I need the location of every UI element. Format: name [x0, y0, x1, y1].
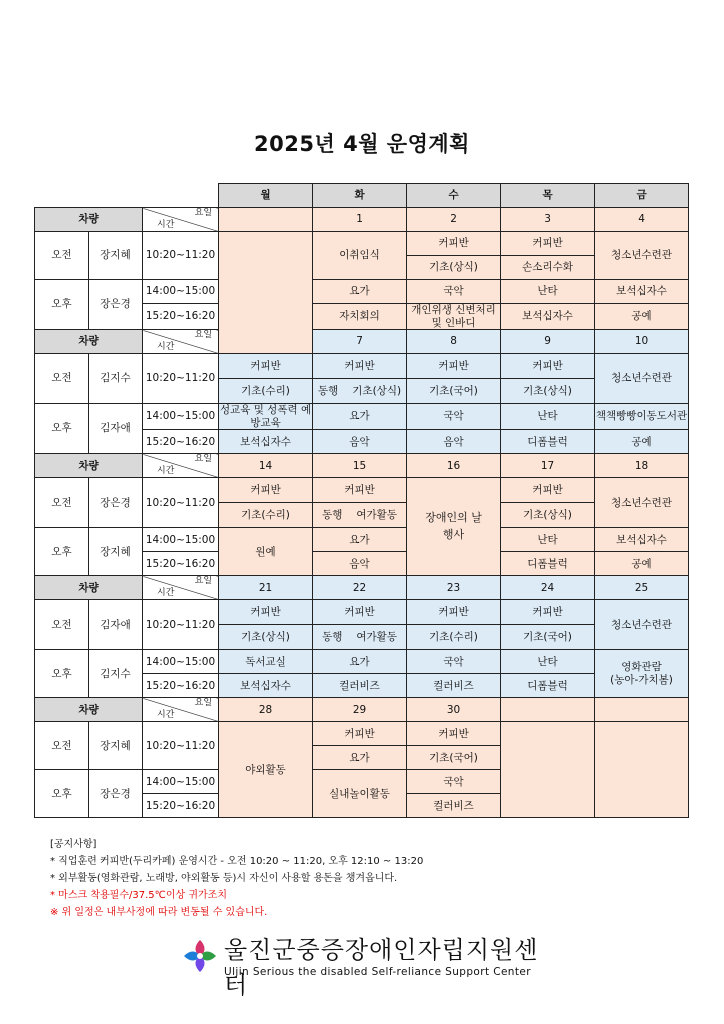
- activity-cell: 손소리수화: [501, 256, 595, 280]
- time-slot: 10:20~11:20: [143, 722, 219, 770]
- activity-cell: 커피반: [407, 232, 501, 256]
- activity-cell: 디폼블럭: [501, 430, 595, 454]
- time-slot: 15:20~16:20: [143, 794, 219, 818]
- activity-cell: 원예: [219, 528, 313, 576]
- vehicle-label: 차량: [35, 330, 143, 354]
- activity-cell: 커피반: [219, 478, 313, 503]
- driver-name: 김자애: [89, 600, 143, 650]
- vehicle-label: 차량: [35, 576, 143, 600]
- driver-name: 김지수: [89, 650, 143, 698]
- activity-cell: 보석십자수: [595, 280, 689, 304]
- activity-cell: 자치회의: [313, 304, 407, 330]
- notice-line-warning: * 마스크 착용필수/37.5℃이상 귀가조치: [50, 890, 227, 901]
- time-slot: 10:20~11:20: [143, 232, 219, 280]
- time-slot: 15:20~16:20: [143, 674, 219, 698]
- vehicle-label: 차량: [35, 208, 143, 232]
- activity-cell: 커피반: [407, 600, 501, 625]
- org-logo: [180, 928, 540, 999]
- activity-cell: 커피반: [407, 722, 501, 746]
- date-cell: 21: [219, 576, 313, 600]
- date-cell: 16: [407, 454, 501, 478]
- period-pm: 오후: [35, 650, 89, 698]
- driver-name: 장은경: [89, 478, 143, 528]
- activity-cell: 음악: [313, 552, 407, 576]
- activity-cell: 동행 기초(상식): [313, 379, 407, 404]
- activity-cell: 커피반: [219, 600, 313, 625]
- activity-cell: 난타: [501, 650, 595, 674]
- weekday-time-header: 요일 시간: [143, 576, 219, 600]
- driver-name: 김자애: [89, 404, 143, 454]
- schedule-table: [34, 183, 689, 818]
- date-cell: 25: [595, 576, 689, 600]
- vehicle-label: 차량: [35, 454, 143, 478]
- activity-cell: 공예: [595, 304, 689, 330]
- day-header-fri: 금: [595, 184, 689, 208]
- time-slot: 14:00~15:00: [143, 404, 219, 430]
- notice-line-warning: ※ 위 일정은 내부사정에 따라 변동될 수 있습니다.: [50, 907, 268, 918]
- activity-cell: 독서교실: [219, 650, 313, 674]
- activity-cell: 커피반: [501, 600, 595, 625]
- activity-cell: 요가: [313, 528, 407, 552]
- time-slot: 14:00~15:00: [143, 770, 219, 794]
- activity-cell: 난타: [501, 280, 595, 304]
- weekday-time-header: 요일 시간: [143, 208, 219, 232]
- time-slot: 15:20~16:20: [143, 304, 219, 330]
- period-pm: 오후: [35, 528, 89, 576]
- notice-heading: [공지사항]: [50, 839, 97, 850]
- activity-cell: 실내놀이활동: [313, 770, 407, 818]
- date-cell: 24: [501, 576, 595, 600]
- date-cell: 4: [595, 208, 689, 232]
- activity-cell: 청소년수련관: [595, 600, 689, 650]
- activity-cell: 커피반: [407, 354, 501, 379]
- day-header-wed: 수: [407, 184, 501, 208]
- activity-cell: 청소년수련관: [595, 232, 689, 280]
- weekday-time-header: 요일 시간: [143, 698, 219, 722]
- time-slot: 10:20~11:20: [143, 354, 219, 404]
- date-cell: 3: [501, 208, 595, 232]
- activity-cell: 기초(국어): [407, 746, 501, 770]
- org-name-korean: 울진군중증장애인자립지원센터: [224, 936, 539, 999]
- activity-cell: 기초(상식): [501, 379, 595, 404]
- activity-cell-empty: [595, 722, 689, 818]
- time-slot: 15:20~16:20: [143, 552, 219, 576]
- activity-cell: 커피반: [313, 600, 407, 625]
- activity-cell: 장애인의 날 행사: [407, 478, 501, 576]
- activity-cell: 성교육 및 성폭력 예방교육: [219, 404, 312, 429]
- vehicle-label: 차량: [35, 698, 143, 722]
- period-am: 오전: [35, 722, 89, 770]
- driver-name: 김지수: [89, 354, 143, 404]
- date-cell: 14: [219, 454, 313, 478]
- weekday-time-header: 요일 시간: [143, 454, 219, 478]
- notice-section: [50, 836, 423, 921]
- activity-cell: 기초(상식): [219, 625, 313, 650]
- activity-cell: 요가: [313, 404, 407, 430]
- activity-cell: 요가: [313, 746, 407, 770]
- page-title: 2025년 4월 운영계획: [254, 132, 470, 156]
- activity-cell: 보석십자수: [219, 674, 313, 698]
- period-pm: 오후: [35, 770, 89, 818]
- activity-cell: 보석십자수: [595, 528, 689, 552]
- org-emblem-icon: [180, 936, 220, 976]
- driver-name: 장은경: [89, 280, 143, 330]
- time-slot: 14:00~15:00: [143, 528, 219, 552]
- activity-cell: 공예: [595, 552, 689, 576]
- activity-cell: 기초(수리): [219, 503, 313, 528]
- period-am: 오전: [35, 478, 89, 528]
- activity-cell: 보석십자수: [219, 430, 313, 454]
- driver-name: 장지혜: [89, 722, 143, 770]
- date-cell: 17: [501, 454, 595, 478]
- activity-cell: 컬러비즈: [407, 794, 501, 818]
- date-cell: 8: [407, 330, 501, 354]
- activity-cell: 디폼블럭: [501, 552, 595, 576]
- period-pm: 오후: [35, 404, 89, 454]
- driver-name: 장지혜: [89, 232, 143, 280]
- activity-cell: 이취임식: [313, 232, 407, 280]
- date-cell: 9: [501, 330, 595, 354]
- activity-cell: 국악: [407, 280, 501, 304]
- date-cell: 15: [313, 454, 407, 478]
- org-name-english: Uljin Serious the disabled Self-reliance Support Center: [224, 966, 531, 978]
- activity-cell: 기초(상식): [501, 503, 595, 528]
- time-slot: 14:00~15:00: [143, 650, 219, 674]
- activity-cell: 개인위생 신변처리 및 인바디: [407, 304, 501, 330]
- driver-name: 장지혜: [89, 528, 143, 576]
- time-slot: 10:20~11:20: [143, 600, 219, 650]
- activity-cell: 기초(상식): [407, 256, 501, 280]
- activity-cell-empty: [501, 722, 595, 818]
- period-am: 오전: [35, 232, 89, 280]
- activity-cell: 커피반: [313, 354, 407, 379]
- notice-line: * 외부활동(영화관람, 노래방, 야외활동 등)시 자신이 사용할 용돈을 챙겨옵니다.: [50, 873, 398, 884]
- day-header-mon: 월: [219, 184, 313, 208]
- activity-cell: 음악: [313, 430, 407, 454]
- activity-cell: 커피반: [313, 722, 407, 746]
- time-slot: 10:20~11:20: [143, 478, 219, 528]
- activity-cell: 커피반: [313, 478, 407, 503]
- activity-cell: 음악: [407, 430, 501, 454]
- date-cell: [595, 698, 689, 722]
- activity-cell: 청소년수련관: [595, 354, 689, 404]
- activity-cell: 기초(수리): [407, 625, 501, 650]
- date-cell: 28: [219, 698, 313, 722]
- date-cell: 10: [595, 330, 689, 354]
- activity-cell: 영화관람 (농아-가치봄): [595, 650, 689, 698]
- activity-cell: 야외활동: [219, 722, 313, 818]
- activity-cell: 기초(수리): [219, 379, 313, 404]
- activity-cell: 요가: [313, 650, 407, 674]
- time-slot: 15:20~16:20: [143, 430, 219, 454]
- period-am: 오전: [35, 600, 89, 650]
- period-am: 오전: [35, 354, 89, 404]
- date-cell: 29: [313, 698, 407, 722]
- period-pm: 오후: [35, 280, 89, 330]
- notice-line: * 직업훈련 커피반(두리카페) 운영시간 - 오전 10:20 ~ 11:20, 오후 12:10 ~ 13:20: [50, 856, 424, 867]
- activity-cell: 요가: [313, 280, 407, 304]
- activity-cell: 컬러비즈: [407, 674, 501, 698]
- date-cell: 7: [313, 330, 407, 354]
- date-cell: 2: [407, 208, 501, 232]
- activity-cell: 국악: [407, 404, 501, 430]
- activity-cell: 기초(국어): [407, 379, 501, 404]
- activity-cell: 국악: [407, 770, 501, 794]
- date-cell: 1: [313, 208, 407, 232]
- activity-cell: 디폼블럭: [501, 674, 595, 698]
- activity-cell: 공예: [595, 430, 689, 454]
- activity-cell: 동행 여가활동: [313, 625, 407, 650]
- activity-cell: 커피반: [219, 354, 313, 379]
- activity-cell: 청소년수련관: [595, 478, 689, 528]
- date-cell: 22: [313, 576, 407, 600]
- day-header-tue: 화: [313, 184, 407, 208]
- activity-cell: 커피반: [501, 354, 595, 379]
- activity-cell-empty: [219, 232, 313, 354]
- weekday-time-header: 요일 시간: [143, 330, 219, 354]
- activity-cell: 책책빵빵이동도서관: [595, 404, 689, 430]
- date-cell: 23: [407, 576, 501, 600]
- activity-cell: 난타: [501, 528, 595, 552]
- date-cell: 30: [407, 698, 501, 722]
- time-slot: 14:00~15:00: [143, 280, 219, 304]
- date-cell: [501, 698, 595, 722]
- activity-cell: 커피반: [501, 232, 595, 256]
- date-cell: [219, 208, 313, 232]
- date-cell: 18: [595, 454, 689, 478]
- activity-cell: 컬러비즈: [313, 674, 407, 698]
- activity-cell: 커피반: [501, 478, 595, 503]
- activity-cell: 보석십자수: [501, 304, 595, 330]
- activity-cell: 난타: [501, 404, 595, 430]
- activity-cell: 동행 여가활동: [313, 503, 407, 528]
- activity-cell: 기초(국어): [501, 625, 595, 650]
- driver-name: 장은경: [89, 770, 143, 818]
- day-header-thu: 목: [501, 184, 595, 208]
- activity-cell: 국악: [407, 650, 501, 674]
